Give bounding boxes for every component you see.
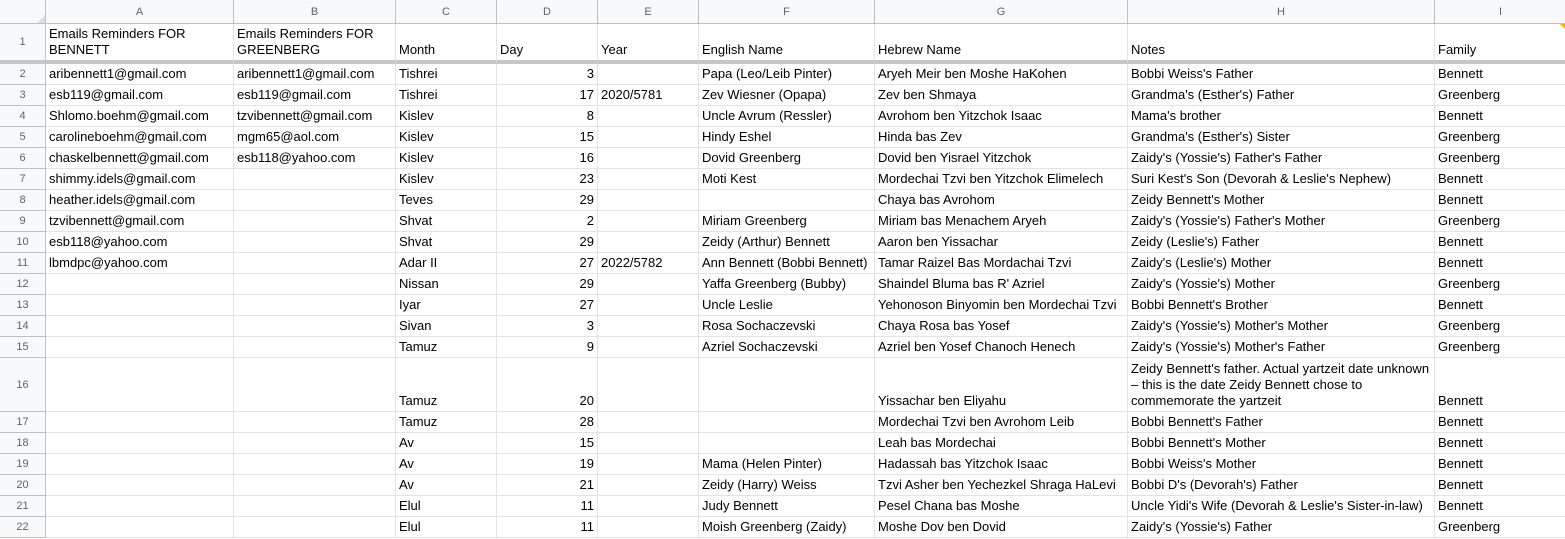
cell-b11[interactable] <box>234 253 396 274</box>
cell-g12[interactable]: Shaindel Bluma bas R' Azriel <box>875 274 1128 295</box>
cell-g5[interactable]: Hinda bas Zev <box>875 127 1128 148</box>
row-header-6[interactable]: 6 <box>0 148 46 169</box>
row-header-9[interactable]: 9 <box>0 211 46 232</box>
cell-g3[interactable]: Zev ben Shmaya <box>875 85 1128 106</box>
cell-c21[interactable]: Elul <box>396 496 497 517</box>
cell-a13[interactable] <box>46 295 234 316</box>
cell-i10[interactable]: Bennett <box>1435 232 1565 253</box>
cell-g8[interactable]: Chaya bas Avrohom <box>875 190 1128 211</box>
cell-i4[interactable]: Bennett <box>1435 106 1565 127</box>
cell-b14[interactable] <box>234 316 396 337</box>
cell-i8[interactable]: Bennett <box>1435 190 1565 211</box>
column-header-g[interactable]: G <box>875 0 1128 24</box>
cell-a18[interactable] <box>46 433 234 454</box>
cell-c15[interactable]: Tamuz <box>396 337 497 358</box>
cell-e18[interactable] <box>598 433 699 454</box>
column-header-b[interactable]: B <box>234 0 396 24</box>
cell-g15[interactable]: Azriel ben Yosef Chanoch Henech <box>875 337 1128 358</box>
cell-e6[interactable] <box>598 148 699 169</box>
cell-b20[interactable] <box>234 475 396 496</box>
cell-e15[interactable] <box>598 337 699 358</box>
cell-a3[interactable]: esb119@gmail.com <box>46 85 234 106</box>
cell-f4[interactable]: Uncle Avrum (Ressler) <box>699 106 875 127</box>
cell-h7[interactable]: Suri Kest's Son (Devorah & Leslie's Nephew) <box>1128 169 1435 190</box>
cell-b7[interactable] <box>234 169 396 190</box>
cell-e10[interactable] <box>598 232 699 253</box>
header-cell-b[interactable]: Emails Reminders FOR GREENBERG <box>234 24 396 64</box>
cell-g7[interactable]: Mordechai Tzvi ben Yitzchok Elimelech <box>875 169 1128 190</box>
cell-c16[interactable]: Tamuz <box>396 358 497 412</box>
row-header-10[interactable]: 10 <box>0 232 46 253</box>
cell-g13[interactable]: Yehonoson Binyomin ben Mordechai Tzvi <box>875 295 1128 316</box>
cell-i2[interactable]: Bennett <box>1435 64 1565 85</box>
cell-h22[interactable]: Zaidy's (Yossie's) Father <box>1128 517 1435 538</box>
cell-a10[interactable]: esb118@yahoo.com <box>46 232 234 253</box>
cell-h8[interactable]: Zeidy Bennett's Mother <box>1128 190 1435 211</box>
cell-i22[interactable]: Greenberg <box>1435 517 1565 538</box>
row-header-7[interactable]: 7 <box>0 169 46 190</box>
cell-d19[interactable]: 19 <box>497 454 598 475</box>
cell-c17[interactable]: Tamuz <box>396 412 497 433</box>
cell-b15[interactable] <box>234 337 396 358</box>
cell-a9[interactable]: tzvibennett@gmail.com <box>46 211 234 232</box>
cell-d10[interactable]: 29 <box>497 232 598 253</box>
cell-b12[interactable] <box>234 274 396 295</box>
select-all-corner[interactable] <box>0 0 46 24</box>
row-header-17[interactable]: 17 <box>0 412 46 433</box>
cell-f21[interactable]: Judy Bennett <box>699 496 875 517</box>
cell-e2[interactable] <box>598 64 699 85</box>
cell-e3[interactable]: 2020/5781 <box>598 85 699 106</box>
cell-d22[interactable]: 11 <box>497 517 598 538</box>
cell-i19[interactable]: Bennett <box>1435 454 1565 475</box>
cell-i21[interactable]: Bennett <box>1435 496 1565 517</box>
cell-c12[interactable]: Nissan <box>396 274 497 295</box>
cell-i6[interactable]: Greenberg <box>1435 148 1565 169</box>
cell-f17[interactable] <box>699 412 875 433</box>
cell-d8[interactable]: 29 <box>497 190 598 211</box>
cell-g6[interactable]: Dovid ben Yisrael Yitzchok <box>875 148 1128 169</box>
cell-e4[interactable] <box>598 106 699 127</box>
cell-a15[interactable] <box>46 337 234 358</box>
cell-f5[interactable]: Hindy Eshel <box>699 127 875 148</box>
cell-i20[interactable]: Bennett <box>1435 475 1565 496</box>
column-header-c[interactable]: C <box>396 0 497 24</box>
cell-g21[interactable]: Pesel Chana bas Moshe <box>875 496 1128 517</box>
header-cell-c[interactable]: Month <box>396 24 497 64</box>
column-header-f[interactable]: F <box>699 0 875 24</box>
cell-a2[interactable]: aribennett1@gmail.com <box>46 64 234 85</box>
cell-a19[interactable] <box>46 454 234 475</box>
cell-b18[interactable] <box>234 433 396 454</box>
cell-h4[interactable]: Mama's brother <box>1128 106 1435 127</box>
cell-c22[interactable]: Elul <box>396 517 497 538</box>
cell-c9[interactable]: Shvat <box>396 211 497 232</box>
cell-d9[interactable]: 2 <box>497 211 598 232</box>
cell-i13[interactable]: Bennett <box>1435 295 1565 316</box>
cell-e9[interactable] <box>598 211 699 232</box>
cell-e20[interactable] <box>598 475 699 496</box>
cell-h14[interactable]: Zaidy's (Yossie's) Mother's Mother <box>1128 316 1435 337</box>
cell-f19[interactable]: Mama (Helen Pinter) <box>699 454 875 475</box>
cell-i5[interactable]: Greenberg <box>1435 127 1565 148</box>
cell-b4[interactable]: tzvibennett@gmail.com <box>234 106 396 127</box>
cell-a16[interactable] <box>46 358 234 412</box>
column-header-a[interactable]: A <box>46 0 234 24</box>
cell-e13[interactable] <box>598 295 699 316</box>
header-cell-d[interactable]: Day <box>497 24 598 64</box>
column-header-i[interactable]: I <box>1435 0 1565 24</box>
cell-b16[interactable] <box>234 358 396 412</box>
cell-h13[interactable]: Bobbi Bennett's Brother <box>1128 295 1435 316</box>
cell-c14[interactable]: Sivan <box>396 316 497 337</box>
cell-d16[interactable]: 20 <box>497 358 598 412</box>
cell-i16[interactable]: Bennett <box>1435 358 1565 412</box>
cell-i11[interactable]: Bennett <box>1435 253 1565 274</box>
row-header-11[interactable]: 11 <box>0 253 46 274</box>
cell-b13[interactable] <box>234 295 396 316</box>
cell-e11[interactable]: 2022/5782 <box>598 253 699 274</box>
header-cell-e[interactable]: Year <box>598 24 699 64</box>
cell-e16[interactable] <box>598 358 699 412</box>
row-header-8[interactable]: 8 <box>0 190 46 211</box>
cell-c8[interactable]: Teves <box>396 190 497 211</box>
cell-c10[interactable]: Shvat <box>396 232 497 253</box>
cell-b22[interactable] <box>234 517 396 538</box>
cell-h18[interactable]: Bobbi Bennett's Mother <box>1128 433 1435 454</box>
cell-c19[interactable]: Av <box>396 454 497 475</box>
cell-e21[interactable] <box>598 496 699 517</box>
cell-g9[interactable]: Miriam bas Menachem Aryeh <box>875 211 1128 232</box>
cell-g14[interactable]: Chaya Rosa bas Yosef <box>875 316 1128 337</box>
cell-d6[interactable]: 16 <box>497 148 598 169</box>
cell-h17[interactable]: Bobbi Bennett's Father <box>1128 412 1435 433</box>
cell-d15[interactable]: 9 <box>497 337 598 358</box>
cell-a5[interactable]: carolineboehm@gmail.com <box>46 127 234 148</box>
cell-g11[interactable]: Tamar Raizel Bas Mordachai Tzvi <box>875 253 1128 274</box>
cell-d17[interactable]: 28 <box>497 412 598 433</box>
cell-a8[interactable]: heather.idels@gmail.com <box>46 190 234 211</box>
row-header-20[interactable]: 20 <box>0 475 46 496</box>
row-header-4[interactable]: 4 <box>0 106 46 127</box>
header-cell-f[interactable]: English Name <box>699 24 875 64</box>
cell-g19[interactable]: Hadassah bas Yitzchok Isaac <box>875 454 1128 475</box>
cell-c11[interactable]: Adar II <box>396 253 497 274</box>
row-header-1[interactable]: 1 <box>0 24 46 64</box>
cell-i17[interactable]: Bennett <box>1435 412 1565 433</box>
cell-e14[interactable] <box>598 316 699 337</box>
cell-f9[interactable]: Miriam Greenberg <box>699 211 875 232</box>
cell-f18[interactable] <box>699 433 875 454</box>
cell-a11[interactable]: lbmdpc@yahoo.com <box>46 253 234 274</box>
cell-c6[interactable]: Kislev <box>396 148 497 169</box>
cell-a17[interactable] <box>46 412 234 433</box>
row-header-5[interactable]: 5 <box>0 127 46 148</box>
cell-b19[interactable] <box>234 454 396 475</box>
cell-b3[interactable]: esb119@gmail.com <box>234 85 396 106</box>
cell-i14[interactable]: Greenberg <box>1435 316 1565 337</box>
cell-d2[interactable]: 3 <box>497 64 598 85</box>
cell-i7[interactable]: Bennett <box>1435 169 1565 190</box>
cell-h20[interactable]: Bobbi D's (Devorah's) Father <box>1128 475 1435 496</box>
row-header-18[interactable]: 18 <box>0 433 46 454</box>
cell-b6[interactable]: esb118@yahoo.com <box>234 148 396 169</box>
header-cell-h[interactable]: Notes <box>1128 24 1435 64</box>
cell-b2[interactable]: aribennett1@gmail.com <box>234 64 396 85</box>
cell-b5[interactable]: mgm65@aol.com <box>234 127 396 148</box>
cell-c20[interactable]: Av <box>396 475 497 496</box>
cell-h5[interactable]: Grandma's (Esther's) Sister <box>1128 127 1435 148</box>
cell-a20[interactable] <box>46 475 234 496</box>
cell-h10[interactable]: Zeidy (Leslie's) Father <box>1128 232 1435 253</box>
cell-g2[interactable]: Aryeh Meir ben Moshe HaKohen <box>875 64 1128 85</box>
cell-i12[interactable]: Greenberg <box>1435 274 1565 295</box>
cell-g17[interactable]: Mordechai Tzvi ben Avrohom Leib <box>875 412 1128 433</box>
cell-a7[interactable]: shimmy.idels@gmail.com <box>46 169 234 190</box>
cell-e8[interactable] <box>598 190 699 211</box>
cell-c7[interactable]: Kislev <box>396 169 497 190</box>
cell-h2[interactable]: Bobbi Weiss's Father <box>1128 64 1435 85</box>
cell-c5[interactable]: Kislev <box>396 127 497 148</box>
cell-f12[interactable]: Yaffa Greenberg (Bubby) <box>699 274 875 295</box>
cell-h11[interactable]: Zaidy's (Leslie's) Mother <box>1128 253 1435 274</box>
column-header-h[interactable]: H <box>1128 0 1435 24</box>
cell-a21[interactable] <box>46 496 234 517</box>
cell-a14[interactable] <box>46 316 234 337</box>
cell-h6[interactable]: Zaidy's (Yossie's) Father's Father <box>1128 148 1435 169</box>
cell-c4[interactable]: Kislev <box>396 106 497 127</box>
cell-a6[interactable]: chaskelbennett@gmail.com <box>46 148 234 169</box>
header-cell-g[interactable]: Hebrew Name <box>875 24 1128 64</box>
cell-f2[interactable]: Papa (Leo/Leib Pinter) <box>699 64 875 85</box>
cell-d7[interactable]: 23 <box>497 169 598 190</box>
cell-i18[interactable]: Bennett <box>1435 433 1565 454</box>
row-header-15[interactable]: 15 <box>0 337 46 358</box>
cell-h15[interactable]: Zaidy's (Yossie's) Mother's Father <box>1128 337 1435 358</box>
cell-b21[interactable] <box>234 496 396 517</box>
cell-d5[interactable]: 15 <box>497 127 598 148</box>
cell-d14[interactable]: 3 <box>497 316 598 337</box>
cell-b9[interactable] <box>234 211 396 232</box>
cell-i15[interactable]: Greenberg <box>1435 337 1565 358</box>
row-header-16[interactable]: 16 <box>0 358 46 412</box>
cell-e7[interactable] <box>598 169 699 190</box>
column-header-e[interactable]: E <box>598 0 699 24</box>
cell-d3[interactable]: 17 <box>497 85 598 106</box>
row-header-14[interactable]: 14 <box>0 316 46 337</box>
cell-h9[interactable]: Zaidy's (Yossie's) Father's Mother <box>1128 211 1435 232</box>
cell-f16[interactable] <box>699 358 875 412</box>
cell-f13[interactable]: Uncle Leslie <box>699 295 875 316</box>
cell-f8[interactable] <box>699 190 875 211</box>
cell-d20[interactable]: 21 <box>497 475 598 496</box>
header-cell-a[interactable]: Emails Reminders FOR BENNETT <box>46 24 234 64</box>
cell-f7[interactable]: Moti Kest <box>699 169 875 190</box>
cell-g4[interactable]: Avrohom ben Yitzchok Isaac <box>875 106 1128 127</box>
row-header-12[interactable]: 12 <box>0 274 46 295</box>
cell-a12[interactable] <box>46 274 234 295</box>
cell-f15[interactable]: Azriel Sochaczevski <box>699 337 875 358</box>
cell-a4[interactable]: Shlomo.boehm@gmail.com <box>46 106 234 127</box>
cell-f6[interactable]: Dovid Greenberg <box>699 148 875 169</box>
cell-b8[interactable] <box>234 190 396 211</box>
row-header-3[interactable]: 3 <box>0 85 46 106</box>
cell-f10[interactable]: Zeidy (Arthur) Bennett <box>699 232 875 253</box>
cell-c18[interactable]: Av <box>396 433 497 454</box>
cell-c3[interactable]: Tishrei <box>396 85 497 106</box>
row-header-13[interactable]: 13 <box>0 295 46 316</box>
cell-g18[interactable]: Leah bas Mordechai <box>875 433 1128 454</box>
cell-b10[interactable] <box>234 232 396 253</box>
row-header-21[interactable]: 21 <box>0 496 46 517</box>
row-header-22[interactable]: 22 <box>0 517 46 538</box>
cell-d12[interactable]: 29 <box>497 274 598 295</box>
cell-a22[interactable] <box>46 517 234 538</box>
header-cell-i[interactable]: Family <box>1435 24 1565 64</box>
cell-c2[interactable]: Tishrei <box>396 64 497 85</box>
cell-h21[interactable]: Uncle Yidi's Wife (Devorah & Leslie's Sister-in-law) <box>1128 496 1435 517</box>
cell-f14[interactable]: Rosa Sochaczevski <box>699 316 875 337</box>
cell-g10[interactable]: Aaron ben Yissachar <box>875 232 1128 253</box>
cell-e12[interactable] <box>598 274 699 295</box>
cell-i3[interactable]: Greenberg <box>1435 85 1565 106</box>
column-header-d[interactable]: D <box>497 0 598 24</box>
cell-e17[interactable] <box>598 412 699 433</box>
cell-h3[interactable]: Grandma's (Esther's) Father <box>1128 85 1435 106</box>
cell-f3[interactable]: Zev Wiesner (Opapa) <box>699 85 875 106</box>
cell-i9[interactable]: Greenberg <box>1435 211 1565 232</box>
cell-f11[interactable]: Ann Bennett (Bobbi Bennett) <box>699 253 875 274</box>
cell-b17[interactable] <box>234 412 396 433</box>
cell-g16[interactable]: Yissachar ben Eliyahu <box>875 358 1128 412</box>
cell-d18[interactable]: 15 <box>497 433 598 454</box>
cell-e22[interactable] <box>598 517 699 538</box>
cell-f22[interactable]: Moish Greenberg (Zaidy) <box>699 517 875 538</box>
row-header-2[interactable]: 2 <box>0 64 46 85</box>
cell-e19[interactable] <box>598 454 699 475</box>
cell-f20[interactable]: Zeidy (Harry) Weiss <box>699 475 875 496</box>
cell-d21[interactable]: 11 <box>497 496 598 517</box>
cell-h12[interactable]: Zaidy's (Yossie's) Mother <box>1128 274 1435 295</box>
cell-g20[interactable]: Tzvi Asher ben Yechezkel Shraga HaLevi <box>875 475 1128 496</box>
cell-d13[interactable]: 27 <box>497 295 598 316</box>
cell-h16[interactable]: Zeidy Bennett's father. Actual yartzeit date unknown – this is the date Zeidy Bennett chose to commemorate the yartzeit <box>1128 358 1435 412</box>
cell-d4[interactable]: 8 <box>497 106 598 127</box>
row-header-19[interactable]: 19 <box>0 454 46 475</box>
cell-d11[interactable]: 27 <box>497 253 598 274</box>
cell-c13[interactable]: Iyar <box>396 295 497 316</box>
cell-g22[interactable]: Moshe Dov ben Dovid <box>875 517 1128 538</box>
cell-e5[interactable] <box>598 127 699 148</box>
cell-h19[interactable]: Bobbi Weiss's Mother <box>1128 454 1435 475</box>
